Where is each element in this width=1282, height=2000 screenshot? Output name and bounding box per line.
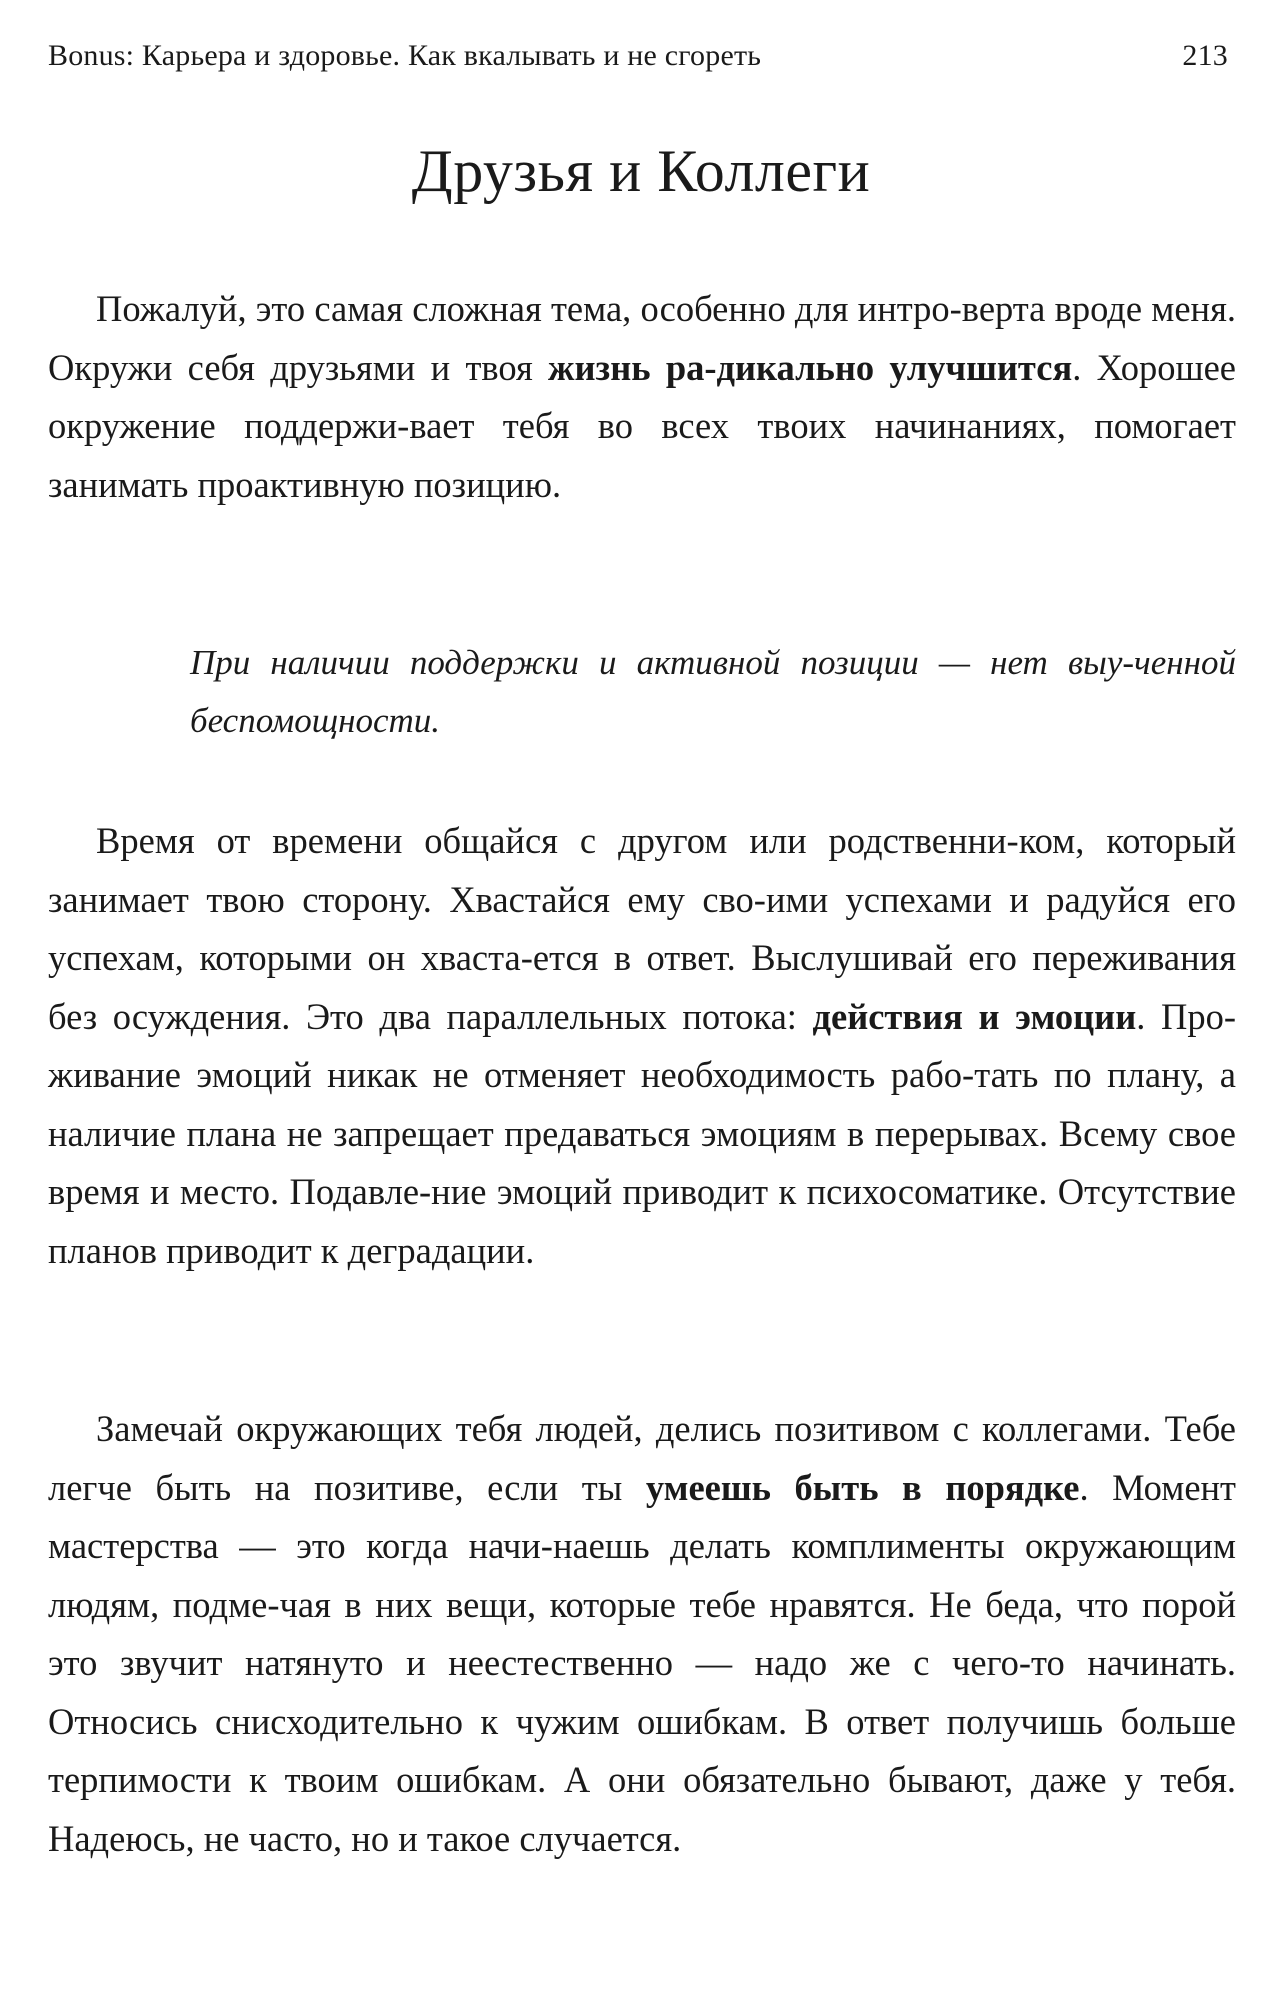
- paragraph-3-text-a: Замечай окружающих тебя людей, делись позитивом с коллегами. Тебе легче быть на позитиве, если ты: [48, 1408, 1236, 1508]
- pull-quote: При наличии поддержки и активной позиции — нет выу-ченной беспомощности.: [190, 643, 1236, 740]
- paragraph-1-text-b: . Хорошее окружение поддержи-вает тебя во всех твоих начинаниях, помогает занимать проактивную позицию.: [48, 346, 1236, 505]
- running-title: Bonus: Карьера и здоровье. Как вкалывать и не сгореть: [48, 39, 762, 72]
- paragraph-2-text-a: Время от времени общайся с другом или родственни-ком, который занимает твою сторону. Хвастайся ему сво-ими успехами и радуйся его успехам, которыми он хваста-ется в ответ. Выслушивай его переживания без осуждения. Это два параллельных потока:: [48, 820, 1236, 1037]
- paragraph-2-bold: действия и эмоции: [812, 995, 1137, 1037]
- paragraph-2-text-b: . Про-живание эмоций никак не отменяет необходимость рабо-тать по плану, а наличие плана не запрещает предаваться эмоциям в перерывах. Всему свое время и место. Подавле-ние эмоций приводит к психосоматике. Отсутствие планов приводит к деградации.: [48, 995, 1236, 1271]
- paragraph-3-bold: умеешь быть в порядке: [645, 1466, 1080, 1508]
- chapter-title: Друзья и Коллеги: [411, 138, 871, 204]
- paragraph-3-text-b: . Момент мастерства — это когда начи-наешь делать комплименты окружающим людям, подме-чая в них вещи, которые тебе нравятся. Не беда, что порой это звучит натянуто и неестественно — надо же с чего-то начинать. Относись снисходительно к чужим ошибкам. В ответ получишь больше терпимости к твоим ошибкам. А они обязательно бывают, даже у тебя. Надеюсь, не часто, но и такое случается.: [48, 1466, 1237, 1859]
- paragraph-1-bold: жизнь ра-дикально улучшится: [548, 346, 1073, 388]
- paragraph-2: [48, 812, 1236, 1280]
- paragraph-1-text-a: Пожалуй, это самая сложная тема, особенно для интро-верта вроде меня. Окружи себя друзьями и твоя: [48, 288, 1236, 388]
- paragraph-3: [48, 1400, 1236, 1868]
- page-number: 213: [1182, 39, 1228, 72]
- running-header: [48, 36, 1234, 76]
- paragraph-1: [48, 280, 1236, 514]
